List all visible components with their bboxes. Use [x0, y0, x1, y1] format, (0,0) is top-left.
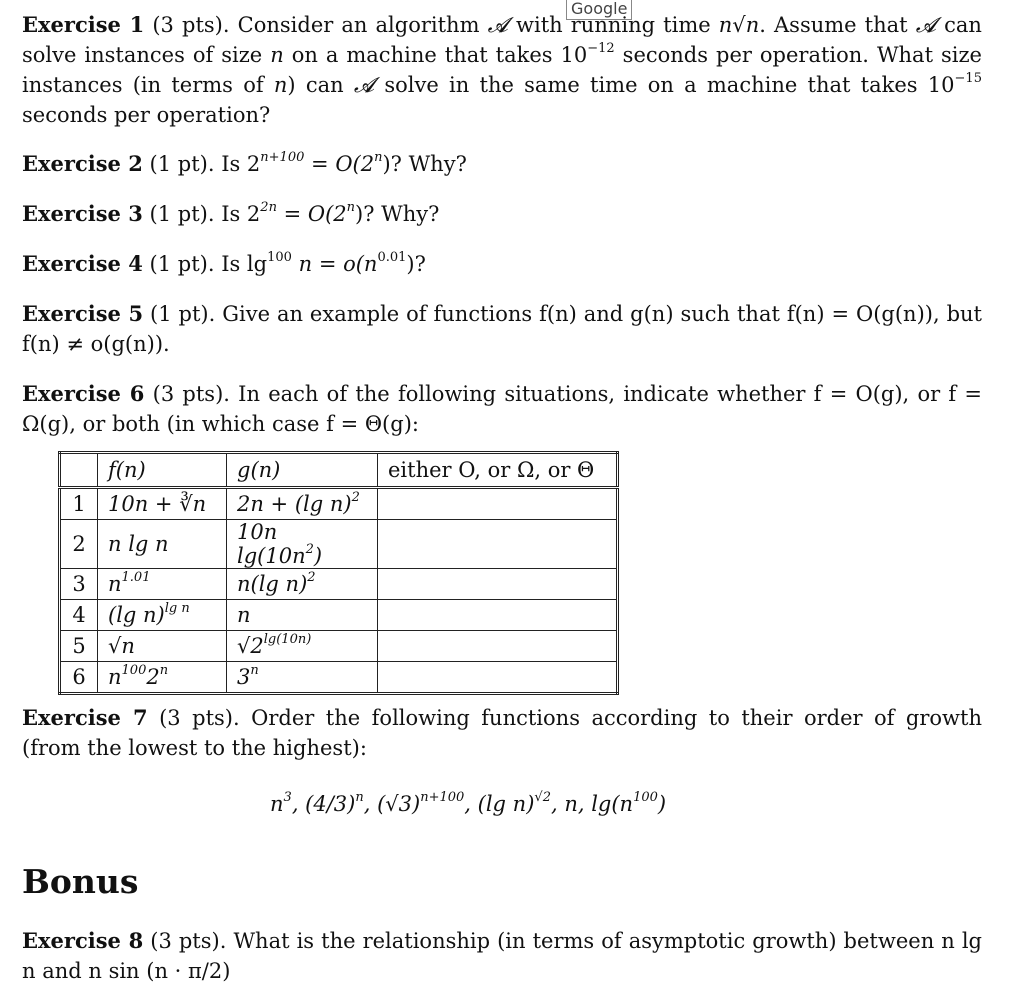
row-fn — [98, 600, 227, 631]
exercise-5 — [22, 299, 982, 359]
exercise-1-title: Exercise 1 — [22, 12, 145, 37]
exercise-3-text: = O(2 — [276, 202, 347, 226]
function-term: , (4/3) — [291, 792, 356, 816]
exercise-5-title: Exercise 5 — [22, 301, 144, 326]
exercise-1-text: seconds per operation? — [22, 103, 271, 127]
row-answer-cell[interactable] — [378, 631, 618, 662]
exponent: 0.01 — [377, 250, 407, 265]
table-header-answer: either O, or Ω, or Θ — [378, 453, 618, 488]
exercise-4-points: (1 pt). — [149, 252, 215, 276]
google-overlay-label: Google — [566, 0, 632, 20]
table-row — [60, 600, 618, 631]
exponent: n+100 — [420, 790, 465, 805]
exercise-4-text: )? — [406, 252, 426, 276]
gn-value: 3 — [237, 665, 251, 689]
exercise-7-points: (3 pts). — [159, 706, 240, 730]
exercise-1-points: (3 pts). — [152, 13, 230, 37]
fn-value-end: 2 — [146, 665, 160, 689]
exercise-3-title: Exercise 3 — [22, 201, 143, 226]
table-header-row — [60, 453, 618, 488]
table-header-gn: g(n) — [227, 453, 378, 488]
gn-value: 10n lg(10n — [237, 520, 306, 568]
table-row — [60, 631, 618, 662]
row-fn — [98, 631, 227, 662]
exercise-7-text: Order the following functions according to their order of growth (from the lowest to the highest): — [22, 706, 982, 760]
exercise-2-title: Exercise 2 — [22, 151, 143, 176]
exponent: lg n — [164, 601, 190, 616]
row-gn — [227, 569, 378, 600]
exercise-1-text: Consider an algorithm — [237, 13, 480, 37]
exercise-7-title: Exercise 7 — [22, 705, 148, 730]
algorithm-symbol: 𝓐 — [487, 13, 508, 37]
gn-value: n — [237, 603, 251, 627]
exercise-8-points: (3 pts). — [150, 929, 227, 953]
exponent: 1.01 — [121, 570, 151, 585]
table-header-fn: f(n) — [98, 453, 227, 488]
exponent: −15 — [954, 71, 982, 86]
growth-comparison-table — [58, 451, 619, 695]
exercise-1-text: ) can — [287, 73, 344, 97]
exercise-1-text: . Assume that — [759, 13, 908, 37]
table-header-index — [60, 453, 98, 488]
row-gn — [227, 631, 378, 662]
row-answer-cell[interactable] — [378, 488, 618, 520]
fn-value: n lg n — [108, 532, 169, 556]
row-index: 3 — [60, 569, 98, 600]
exercise-1-text: on a machine that takes 10 — [291, 43, 588, 67]
exercise-3 — [22, 199, 982, 229]
exponent: √2 — [534, 790, 551, 805]
exercise-5-text: Give an example of functions f(n) and g(n) such that f(n) = O(g(n)), but f(n) ≠ o(g(n)). — [22, 302, 982, 356]
growth-functions-list — [270, 789, 666, 819]
fn-value: 10n + ∛n — [108, 492, 207, 516]
exponent: n — [346, 200, 356, 215]
row-gn — [227, 520, 378, 569]
row-gn — [227, 662, 378, 694]
fn-value: n — [108, 665, 122, 689]
exercise-2-text: Is 2 — [221, 152, 261, 176]
exponent: n — [250, 663, 259, 678]
bonus-heading: Bonus — [22, 862, 139, 901]
exercise-4-text: n = o(n — [291, 252, 378, 276]
row-gn — [227, 600, 378, 631]
exercise-3-points: (1 pt). — [149, 202, 215, 226]
exponent: 3 — [283, 790, 292, 805]
fn-value: n — [108, 572, 122, 596]
row-fn — [98, 488, 227, 520]
exponent: n — [374, 150, 383, 165]
exponent: 2 — [307, 570, 316, 585]
exponent: 2 — [351, 490, 360, 505]
exercise-1-text: solve in the same time on a machine that takes 10 — [384, 73, 955, 97]
algorithm-symbol: 𝓐 — [915, 13, 937, 37]
gn-value: n(lg n) — [237, 572, 308, 596]
row-answer-cell[interactable] — [378, 520, 618, 569]
variable-n: n — [270, 43, 284, 67]
exercise-2-points: (1 pt). — [149, 152, 215, 176]
gn-value: 2n + (lg n) — [237, 492, 352, 516]
exponent: 2 — [305, 542, 314, 557]
fn-value: √n — [108, 634, 135, 658]
exercise-1-text: with running time — [516, 13, 711, 37]
exercise-2-text: = O(2 — [304, 152, 375, 176]
exercise-6-title: Exercise 6 — [22, 381, 145, 406]
exponent: n — [159, 663, 169, 678]
exercise-2-text: )? Why? — [382, 152, 467, 176]
row-index: 5 — [60, 631, 98, 662]
row-fn — [98, 569, 227, 600]
exercise-8 — [22, 926, 982, 986]
function-term: n — [270, 792, 284, 816]
fn-value: (lg n) — [108, 603, 165, 627]
exercise-3-text: )? Why? — [355, 202, 440, 226]
table-row — [60, 488, 618, 520]
exponent: 100 — [121, 663, 147, 678]
function-term: , (lg n) — [464, 792, 535, 816]
exercise-7 — [22, 703, 982, 763]
variable-n: n — [273, 73, 288, 97]
exercise-4-text: Is lg — [221, 252, 268, 276]
row-answer-cell[interactable] — [378, 662, 618, 694]
row-fn — [98, 520, 227, 569]
exercise-3-text: Is 2 — [221, 202, 261, 226]
exercise-1 — [22, 10, 982, 130]
table-row — [60, 662, 618, 694]
function-term: , n, lg(n — [550, 792, 634, 816]
exponent: 100 — [267, 250, 292, 265]
exponent: n+100 — [260, 150, 305, 165]
row-index: 1 — [60, 488, 98, 520]
algorithm-symbol: 𝓐 — [353, 73, 375, 97]
row-gn — [227, 488, 378, 520]
exercise-4-title: Exercise 4 — [22, 251, 143, 276]
row-index: 4 — [60, 600, 98, 631]
exercise-4 — [22, 249, 982, 279]
exponent: −12 — [587, 41, 615, 56]
table-row — [60, 520, 618, 569]
runtime-formula: n√n — [718, 13, 760, 37]
exercise-6 — [22, 379, 982, 439]
table-row — [60, 569, 618, 600]
exercise-8-text: What is the relationship (in terms of asymptotic growth) between n lg n and n sin (n · π/2) — [22, 929, 983, 983]
gn-value-end: ) — [313, 544, 323, 568]
function-term: ) — [657, 792, 667, 816]
function-term: , (√3) — [363, 792, 421, 816]
row-fn — [98, 662, 227, 694]
exercise-1-text: can solve instances of size — [22, 13, 982, 67]
gn-value: √2 — [237, 634, 264, 658]
exercise-5-points: (1 pt). — [150, 302, 216, 326]
row-index: 6 — [60, 662, 98, 694]
exponent: 100 — [633, 790, 658, 805]
exponent: 2n — [260, 200, 277, 215]
row-answer-cell[interactable] — [378, 569, 618, 600]
row-index: 2 — [60, 520, 98, 569]
exercise-8-title: Exercise 8 — [22, 928, 144, 953]
exercise-1-text: seconds per operation. What size instances (in terms of — [22, 43, 982, 97]
exercise-6-text: In each of the following situations, indicate whether f = O(g), or f = Ω(g), or both (in which case f = Θ(g): — [22, 382, 982, 436]
row-answer-cell[interactable] — [378, 600, 618, 631]
exponent: n — [355, 790, 364, 805]
exercise-2 — [22, 149, 982, 179]
exercise-6-points: (3 pts). — [152, 382, 230, 406]
exponent: lg(10n) — [263, 632, 312, 647]
